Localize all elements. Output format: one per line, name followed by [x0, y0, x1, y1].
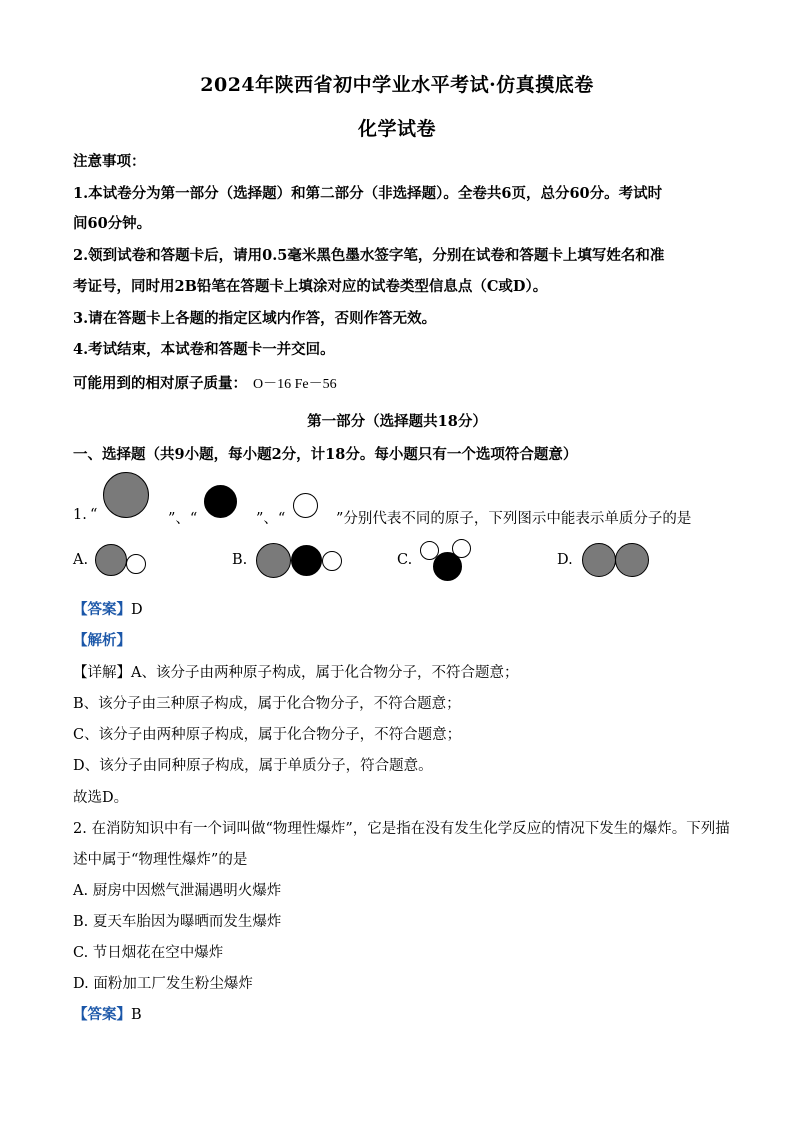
- q1-number: 1.: [73, 507, 87, 523]
- q2-option-a: A. 厨房中因燃气泄漏遇明火爆炸: [73, 883, 282, 899]
- q2-answer: [73, 1003, 142, 1024]
- q1-answer-value: D: [131, 602, 143, 618]
- notice-item-2a: 2.领到试卷和答题卡后，请用0.5毫米黑色墨水签字笔，分别在试卷和答题卡上填写姓名和准: [73, 247, 665, 264]
- answer-tag: 【答案】: [73, 601, 131, 618]
- q1-explanation-b: B、该分子由三种原子构成，属于化合物分子，不符合题意；: [73, 696, 461, 712]
- q2-stem-line1: 2. 在消防知识中有一个词叫做“物理性爆炸”，它是指在没有发生化学反应的情况下发生的爆炸。下列描: [73, 821, 730, 837]
- notice-item-1b: 间60分钟。: [73, 215, 152, 232]
- large-gray-atom-icon: [103, 472, 149, 518]
- q1-option-c-label: C.: [397, 552, 413, 568]
- notice-item-2b: 考证号，同时用2B铅笔在答题卡上填涂对应的试卷类型信息点（C或D）。: [73, 278, 548, 295]
- q1-answer: [73, 598, 143, 619]
- exam-subtitle: 化学试卷: [357, 118, 436, 140]
- q1-explanation-a: [73, 661, 518, 682]
- atomic-mass-values: O－16 Fe－56: [253, 377, 337, 392]
- q2-stem-line2: 述中属于“物理性爆炸”的是: [73, 852, 248, 868]
- q1-quote-sep-1: ”、“: [168, 511, 198, 527]
- q1-option-b-label: B.: [232, 552, 248, 568]
- q1-option-d-label: D.: [557, 552, 573, 568]
- q2-option-c: C. 节日烟花在空中爆炸: [73, 945, 224, 961]
- gray-atom-icon: [615, 543, 649, 577]
- black-atom-icon: [433, 552, 462, 581]
- white-atom-icon: [322, 551, 342, 571]
- q1-analysis: [73, 629, 131, 650]
- notice-item-3: 3.请在答题卡上各题的指定区域内作答，否则作答无效。: [73, 310, 437, 327]
- black-atom-icon: [204, 485, 237, 518]
- black-atom-icon: [291, 545, 322, 576]
- notice-item-1a: 1.本试卷分为第一部分（选择题）和第二部分（非选择题）。全卷共6页，总分60分。考试时: [73, 185, 663, 202]
- atomic-mass-label: 可能用到的相对原子质量：: [73, 375, 247, 392]
- part1-heading: 第一部分（选择题共18分）: [307, 413, 487, 430]
- q1-explanation-c: C、该分子由两种原子构成，属于化合物分子，不符合题意；: [73, 727, 462, 743]
- q1-conclusion: 故选D。: [73, 790, 129, 806]
- answer-tag: 【答案】: [73, 1006, 131, 1023]
- atomic-mass-line: [73, 372, 337, 393]
- q1-option-a-label: A.: [73, 552, 89, 568]
- white-atom-icon: [126, 554, 146, 574]
- q1-explanation-d: D、该分子由同种原子构成，属于单质分子，符合题意。: [73, 758, 433, 774]
- q2-option-b: B. 夏天车胎因为曝晒而发生爆炸: [73, 914, 282, 930]
- gray-atom-icon: [95, 544, 127, 576]
- q1-stem-tail: ”分别代表不同的原子，下列图示中能表示单质分子的是: [336, 511, 692, 527]
- q1-explanation-a-text: A、该分子由两种原子构成，属于化合物分子，不符合题意；: [131, 665, 519, 681]
- white-atom-icon: [293, 493, 318, 518]
- q1-quote-open: “: [90, 507, 98, 523]
- detail-tag: 【详解】: [73, 665, 131, 681]
- exam-title: 2024年陕西省初中学业水平考试·仿真摸底卷: [200, 74, 594, 96]
- notice-item-4: 4.考试结束，本试卷和答题卡一并交回。: [73, 341, 335, 358]
- choice-section-heading: 一、选择题（共9小题，每小题2分，计18分。每小题只有一个选项符合题意）: [73, 446, 578, 463]
- gray-atom-icon: [256, 543, 291, 578]
- gray-atom-icon: [582, 543, 616, 577]
- q1-quote-sep-2: ”、“: [256, 511, 286, 527]
- notice-heading: 注意事项：: [73, 153, 146, 170]
- analysis-tag: 【解析】: [73, 632, 131, 649]
- q2-answer-value: B: [131, 1007, 142, 1023]
- q2-option-d: D. 面粉加工厂发生粉尘爆炸: [73, 976, 253, 992]
